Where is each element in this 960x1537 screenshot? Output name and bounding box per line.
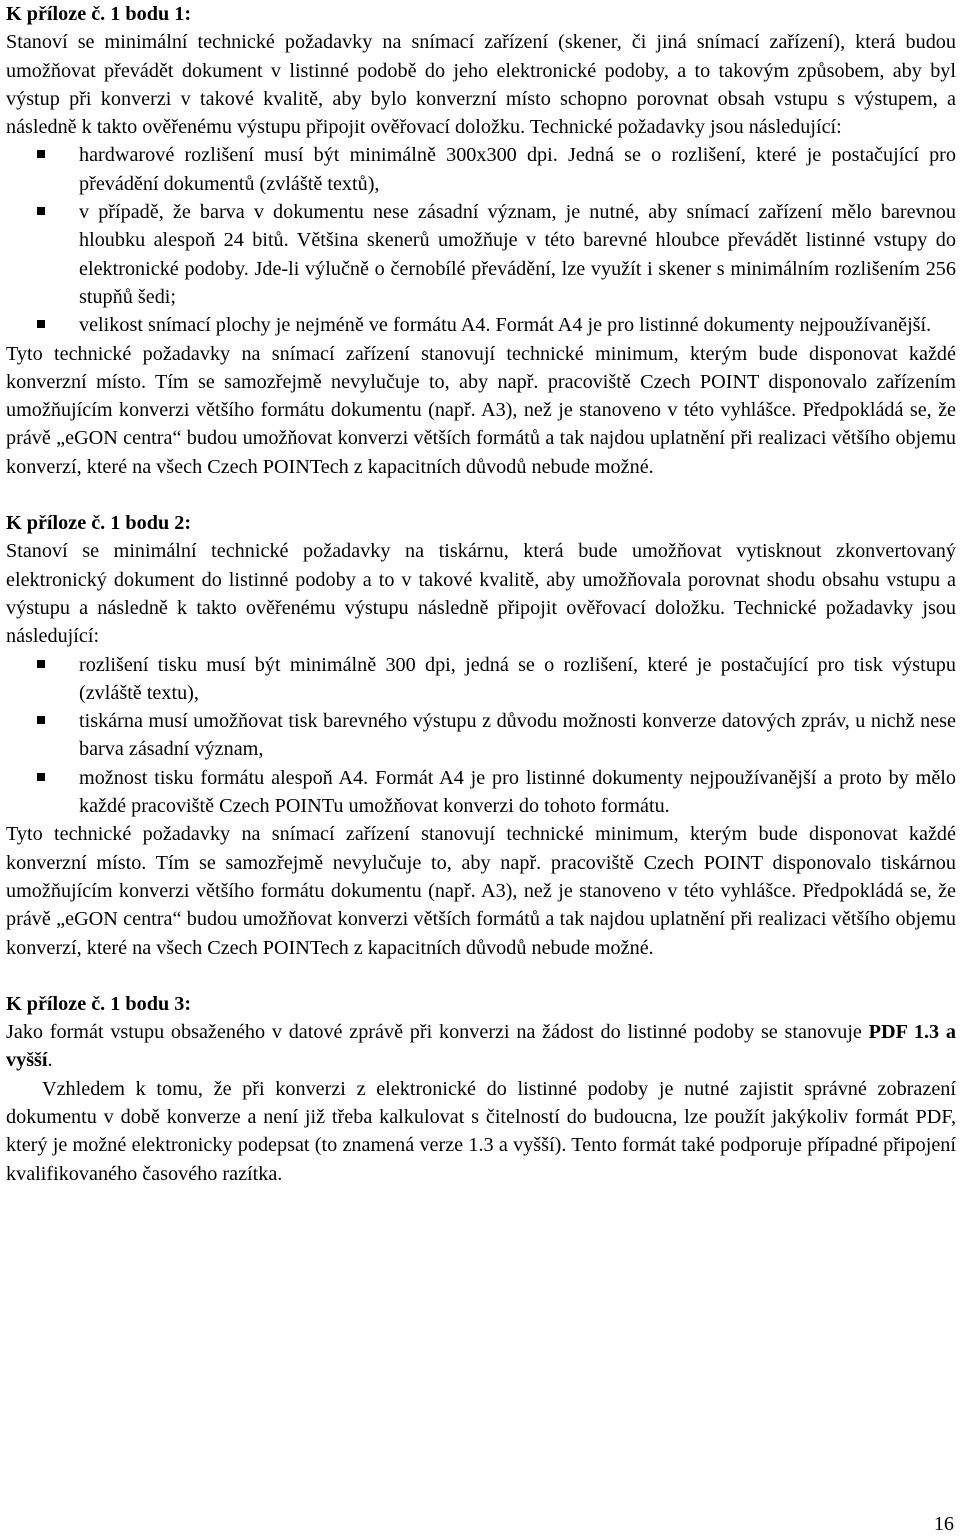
square-bullet-icon: [37, 320, 45, 328]
square-bullet-icon: [37, 660, 45, 668]
document-page: [6, 0, 956, 1188]
pdf-version-emphasis: PDF 1.3 a vyšší: [6, 1021, 956, 1072]
list-item: [6, 311, 956, 339]
square-bullet-icon: [37, 207, 45, 215]
square-bullet-icon: [37, 150, 45, 158]
section-1-intro: Stanoví se minimální technické požadavky na snímací zařízení (skener, či jiná snímací zařízení), která budou umožňovat převádět dokument v listinné podobě do jeho elektronické podoby, a to takovým způsobem, aby byl výstup při konverzi v takové kvalitě, aby bylo konverzní místo schopno porovnat obsah vstupu s výstupem, a následně k takto ověřenému výstupu připojit ověřovací doložku. Technické požadavky jsou následující:: [6, 31, 956, 139]
section-2-requirements-list: [6, 651, 956, 821]
page-number: 16: [933, 1513, 954, 1535]
list-item: [6, 764, 956, 821]
section-2-closing: Tyto technické požadavky na snímací zařízení stanovují technické minimum, kterým bude disponovat každé konverzní místo. Tím se samozřejmě nevylučuje to, aby např. pracoviště Czech POINT disponovalo tiskárnou umožňujícím konverzi většího formátu dokumentu (např. A3), než je stanoveno v této vyhlášce. Předpokládá se, že právě „eGON centra“ budou umožňovat konverzi větších formátů a tak najdou uplatnění při realizaci většího objemu konverzí, které na všech Czech POINTech z kapacitních důvodů nebude možné.: [6, 823, 956, 959]
list-item: [6, 707, 956, 764]
section-3-paragraph: Vzhledem k tomu, že při konverzi z elektronické do listinné podoby je nutné zajistit správné zobrazení dokumentu v době konverze a není již třeba kalkulovat s čitelností do budoucna, lze použít jakýkoliv formát PDF, který je možné elektronicky podepsat (to znamená verze 1.3 a vyšší). Tento formát také podporuje případné připojení kvalifikovaného časového razítka.: [6, 1077, 956, 1185]
section-2-intro: Stanoví se minimální technické požadavky na tiskárnu, která bude umožňovat vytisknout zkonvertovaný elektronický dokument do listinné podoby a to v takové kvalitě, aby umožňovala porovnat shodu obsahu vstupu a výstupu a následně k takto ověřenému výstupu následně připojit ověřovací doložku. Technické požadavky jsou následující:: [6, 540, 956, 648]
section-1-heading: K příloze č. 1 bodu 1:: [6, 3, 192, 25]
square-bullet-icon: [37, 716, 45, 724]
list-item-text: rozlišení tisku musí být minimálně 300 dpi, jedná se o rozlišení, které je postačující pro tisk výstupu (zvláště textu),: [79, 653, 956, 704]
list-item: [6, 141, 956, 198]
section-spacer: [6, 481, 956, 509]
section-3-intro-lead: Jako formát vstupu obsaženého v datové zprávě při konverzi na žádost do listinné podoby se stanovuje: [6, 1021, 869, 1044]
list-item-text: hardwarové rozlišení musí být minimálně 300x300 dpi. Jedná se o rozlišení, které je postačující pro převádění dokumentů (zvláště textů),: [79, 144, 956, 195]
list-item-text: tiskárna musí umožňovat tisk barevného výstupu z důvodu možnosti konverze datových zpráv, u nichž nese barva zásadní význam,: [79, 710, 956, 761]
square-bullet-icon: [37, 773, 45, 781]
list-item-text: velikost snímací plochy je nejméně ve formátu A4. Formát A4 je pro listinné dokumenty nejpoužívanější.: [79, 314, 932, 337]
list-item: [6, 651, 956, 708]
section-3-heading: K příloze č. 1 bodu 3:: [6, 992, 192, 1015]
list-item-text: možnost tisku formátu alespoň A4. Formát A4 je pro listinné dokumenty nejpoužívanější a proto by mělo každé pracoviště Czech POINTu umožňovat konverzi do tohoto formátu.: [79, 766, 956, 818]
section-3-intro: [6, 1018, 956, 1075]
section-1-closing: Tyto technické požadavky na snímací zařízení stanovují technické minimum, kterým bude disponovat každé konverzní místo. Tím se samozřejmě nevylučuje to, aby např. pracoviště Czech POINT disponovalo zařízením umožňujícím konverzi většího formátu dokumentu (např. A3), než je stanoveno v této vyhlášce. Předpokládá se, že právě „eGON centra“ budou umožňovat konverzi větších formátů a tak najdou uplatnění při realizaci většího objemu konverzí, které na všech Czech POINTech z kapacitních důvodů nebude možné.: [6, 342, 956, 478]
section-2-heading: K příloze č. 1 bodu 2:: [6, 512, 192, 535]
list-item: [6, 198, 956, 311]
section-1-requirements-list: [6, 141, 956, 339]
section-spacer: [6, 962, 956, 990]
list-item-text: v případě, že barva v dokumentu nese zásadní význam, je nutné, aby snímací zařízení mělo barevnou hloubku alespoň 24 bitů. Většina skenerů umožňuje v této barevné hloubce převádět listinné vstupy do elektronické podoby. Jde-li výlučně o černobílé převádění, lze využít i skener s minimálním rozlišením 256 stupňů šedi;: [79, 201, 956, 308]
section-3-intro-end: .: [47, 1049, 53, 1072]
